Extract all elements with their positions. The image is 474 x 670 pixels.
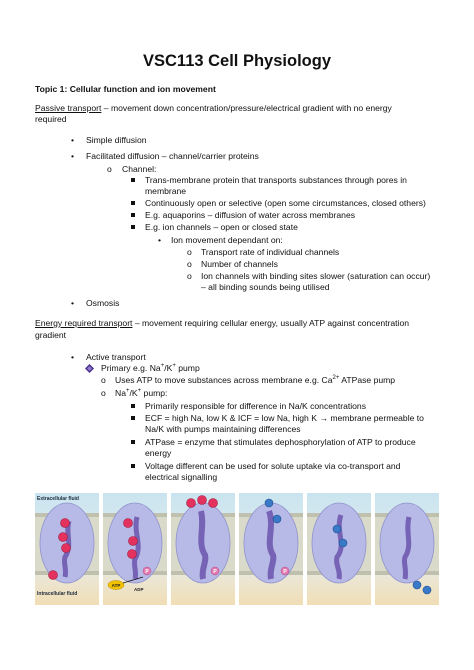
active-transport: Active transport [86,352,146,362]
pump-item-2a: ECF = high Na, low K & ICF = low Na, high K → membrane permeable to [145,413,424,423]
nak-pump-label: Na+/K+ pump: [115,388,168,398]
pump-item-2b: Na/K with pumps maintaining differences [145,424,301,434]
ion-item-1: Transport rate of individual channels [201,247,340,257]
svg-text:P: P [213,569,217,575]
channel-item-1b: membrane [145,186,187,196]
energy-term: Energy required transport [35,318,133,328]
circle-bullet-icon: o [101,375,106,385]
square-bullet-icon [131,225,135,229]
atp-line: Uses ATP to move substances across membrane e.g. $Ca^{2+}$ ATPase pump [115,375,396,385]
ion-item-3a: Ion channels with binding sites slower (saturation can occur) [201,271,431,281]
pump-item-3a: ATPase = enzyme that stimulates dephosphorylation of ATP to produce [145,437,416,447]
energy-line-1 [35,318,409,329]
pump-panel-6 [375,493,439,605]
channel-label: Channel: [122,164,157,174]
channel-item-4: E.g. ion channels – open or closed state [145,222,298,232]
pump-item-4b: electrical signalling [145,472,218,482]
square-bullet-icon [131,178,135,182]
ion-item-3b: – all binding sounds being utilised [201,282,330,292]
passive-term: Passive transport [35,103,102,113]
circle-bullet-icon: o [107,164,112,174]
circle-bullet-icon: o [187,271,192,281]
pump-item-3b: energy [145,448,172,458]
pump-item-4a: Voltage different can be used for solute uptake via co-transport and [145,461,401,471]
square-bullet-icon [131,213,135,217]
diamond-bullet-icon [85,364,94,373]
pump-panel-2 [103,493,167,605]
pump-panel-1 [35,493,99,605]
circle-bullet-icon: o [101,388,106,398]
passive-definition: – movement down concentration/pressure/electrical gradient with no energy [101,103,392,113]
circle-bullet-icon: o [187,247,192,257]
square-bullet-icon [131,464,135,468]
topic-heading: Topic 1: Cellular function and ion movement [35,84,216,94]
svg-text:P: P [145,569,149,575]
channel-item-3: E.g. aquaporins – diffusion of water across membranes [145,210,356,220]
atp-label: ATP [111,583,121,588]
primary-pump: Primary e.g. Na+/K+ pump [101,363,200,373]
extracellular-label: Extracellular fluid [37,496,79,502]
passive-line-1 [35,103,392,114]
energy-line-2: gradient [35,330,67,340]
bullet-icon: • [71,352,75,362]
simple-diffusion: Simple diffusion [86,135,147,145]
bullet-icon: • [71,135,75,145]
bullet-icon: • [71,298,75,308]
page-title: VSC113 Cell Physiology [143,52,331,70]
square-bullet-icon [131,404,135,408]
svg-text:P: P [283,569,287,575]
pump-panel-4 [239,493,303,605]
bullet-icon: • [158,235,162,245]
circle-bullet-icon: o [187,259,192,269]
channel-item-2: Continuously open or selective (open some circumstances, closed others) [145,198,426,208]
pump-panel-3 [171,493,235,605]
passive-line-2: required [35,114,67,124]
pump-panel-5 [307,493,371,605]
energy-definition: – movement requiring cellular energy, usually ATP against concentration [132,318,410,328]
channel-item-1a: Trans-membrane protein that transports substances through pores in [145,175,407,185]
bullet-icon: • [71,151,75,161]
intracellular-label: Intracellular fluid [37,591,78,597]
square-bullet-icon [131,416,135,420]
osmosis: Osmosis [86,298,120,308]
ion-movement: Ion movement dependant on: [171,235,283,245]
pump-item-1: Primarily responsible for difference in Na/K concentrations [145,401,366,411]
facilitated-diffusion: Facilitated diffusion – channel/carrier proteins [86,151,259,161]
square-bullet-icon [131,440,135,444]
square-bullet-icon [131,201,135,205]
sodium-potassium-pump-figure [35,493,439,605]
ion-item-2: Number of channels [201,259,278,269]
adp-label: ADP [134,587,144,592]
